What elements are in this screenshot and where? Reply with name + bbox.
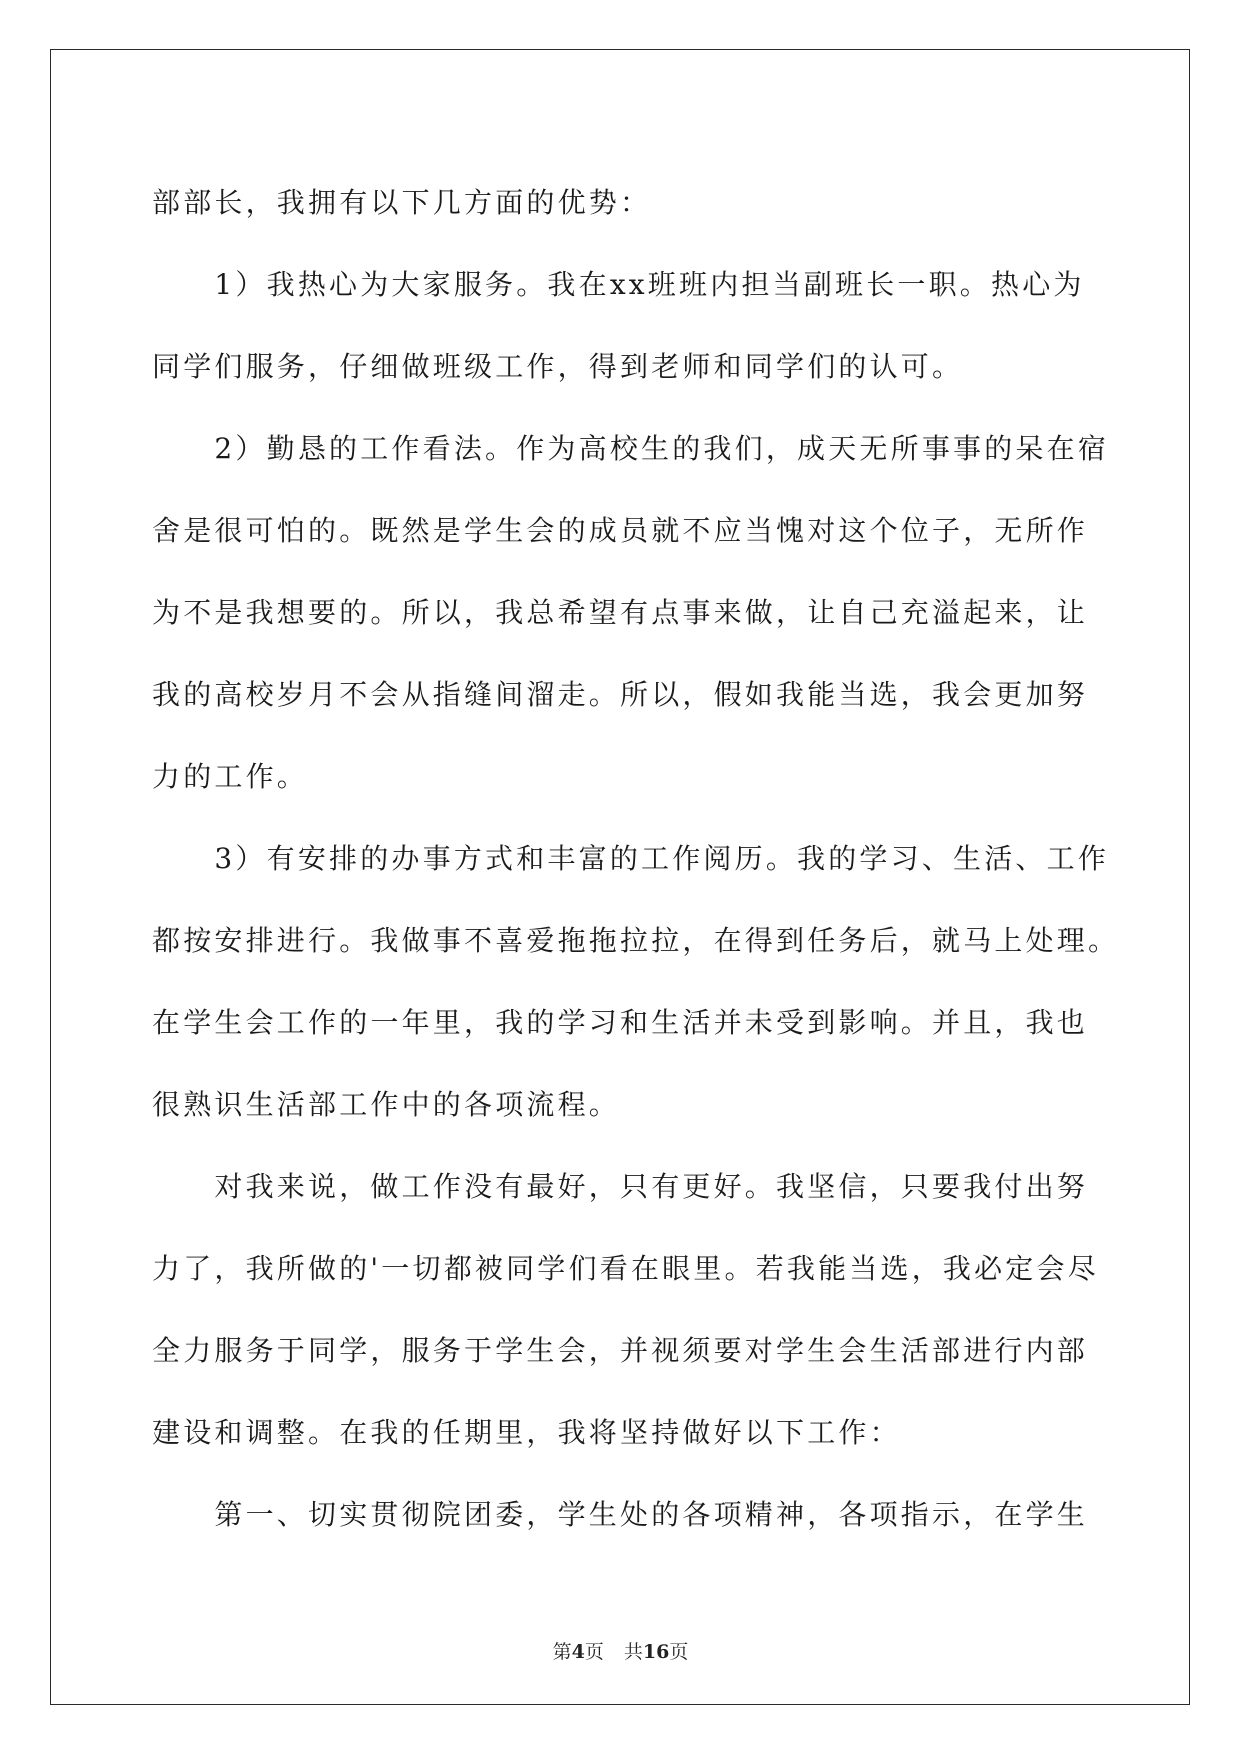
- text-line: 力的工作。: [152, 760, 309, 793]
- text-line: 为不是我想要的。所以，我总希望有点事来做，让自己充溢起来，让: [152, 596, 1089, 629]
- page-footer: [0, 1637, 1241, 1664]
- text-line: 第一、切实贯彻院团委，学生处的各项精神，各项指示，在学生: [152, 1498, 1089, 1531]
- page-number: 4: [571, 1641, 585, 1663]
- text-line: 力了，我所做的'一切都被同学们看在眼里。若我能当选，我必定会尽: [152, 1252, 1099, 1285]
- total-prefix: 共: [623, 1641, 643, 1663]
- total-pages: 16: [642, 1641, 670, 1663]
- text-line: 部部长，我拥有以下几方面的优势：: [152, 186, 652, 219]
- text-line: 很熟识生活部工作中的各项流程。: [152, 1088, 621, 1121]
- text-line: 都按安排进行。我做事不喜爱拖拖拉拉，在得到任务后，就马上处理。: [152, 924, 1120, 957]
- text-line: 舍是很可怕的。既然是学生会的成员就不应当愧对这个位子，无所作: [152, 514, 1089, 547]
- text-line: 1）我热心为大家服务。我在xx班班内担当副班长一职。热心为: [152, 268, 1085, 301]
- text-line: 全力服务于同学，服务于学生会，并视须要对学生会生活部进行内部: [152, 1334, 1089, 1367]
- text-line: 在学生会工作的一年里，我的学习和生活并未受到影响。并且，我也: [152, 1006, 1089, 1039]
- total-suffix: 页: [669, 1641, 689, 1663]
- text-line: 对我来说，做工作没有最好，只有更好。我坚信，只要我付出努: [152, 1170, 1089, 1203]
- page-suffix: 页: [584, 1641, 604, 1663]
- text-line: 3）有安排的办事方式和丰富的工作阅历。我的学习、生活、工作: [152, 842, 1110, 875]
- text-line: 2）勤恳的工作看法。作为高校生的我们，成天无所事事的呆在宿: [152, 432, 1110, 465]
- document-body: [152, 162, 1120, 1556]
- page-prefix: 第: [552, 1641, 572, 1663]
- text-line: 同学们服务，仔细做班级工作，得到老师和同学们的认可。: [152, 350, 964, 383]
- text-line: 建设和调整。在我的任期里，我将坚持做好以下工作：: [152, 1416, 901, 1449]
- text-line: 我的高校岁月不会从指缝间溜走。所以，假如我能当选，我会更加努: [152, 678, 1089, 711]
